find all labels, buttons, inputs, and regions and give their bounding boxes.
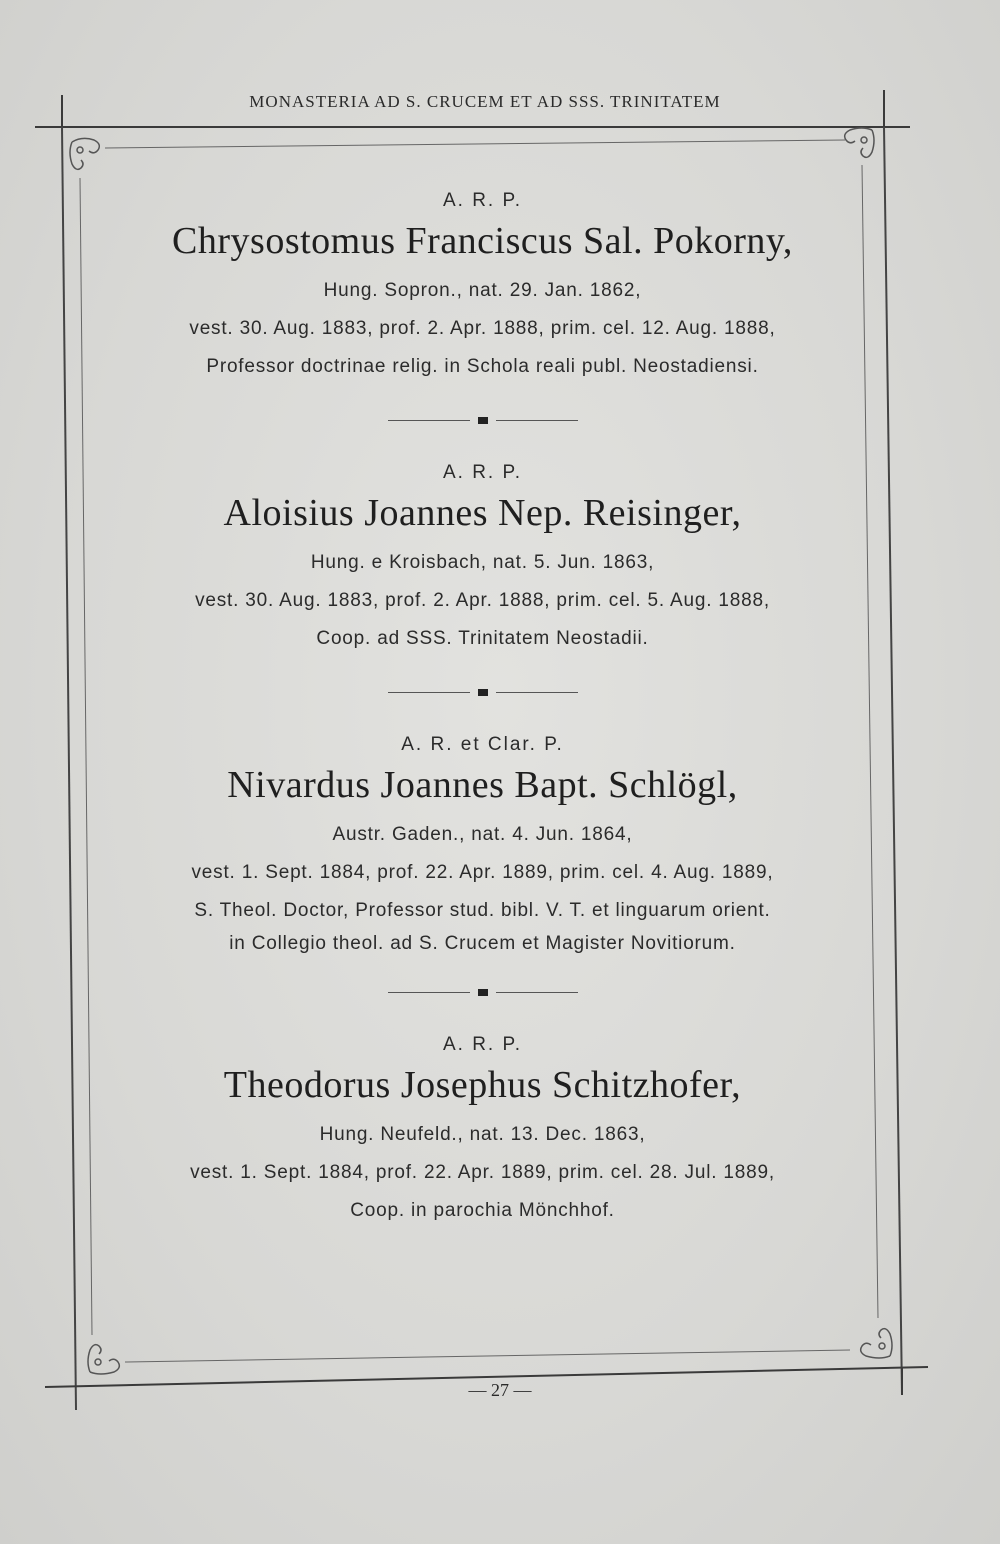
- entry-line: Hung. Neufeld., nat. 13. Dec. 1863,: [319, 1124, 646, 1145]
- separator-ornament: [388, 408, 578, 436]
- entry-reisinger: [95, 462, 870, 658]
- entry-line: Hung. Sopron., nat. 29. Jan. 1862,: [323, 280, 642, 301]
- corner-ornament-bottom-right: [861, 1329, 892, 1358]
- entry-title: A. R. P.: [442, 190, 522, 211]
- entry-line: Hung. e Kroisbach, nat. 5. Jun. 1863,: [310, 552, 655, 573]
- page-number: — 27 —: [468, 1380, 532, 1400]
- entry-line: vest. 30. Aug. 1883, prof. 2. Apr. 1888, prim. cel. 12. Aug. 1888,: [189, 318, 776, 339]
- entry-line: Coop. ad SSS. Trinitatem Neostadii.: [316, 628, 649, 649]
- entry-line: vest. 30. Aug. 1883, prof. 2. Apr. 1888, prim. cel. 5. Aug. 1888,: [195, 590, 770, 611]
- separator-ornament: [388, 980, 578, 1008]
- entry-line: vest. 1. Sept. 1884, prof. 22. Apr. 1889, prim. cel. 28. Jul. 1889,: [190, 1162, 775, 1183]
- corner-ornament-top-left: [70, 138, 99, 169]
- entry-title: A. R. P.: [442, 1034, 522, 1055]
- entry-line: Coop. in parochia Mönchhof.: [350, 1200, 615, 1221]
- running-header: MONASTERIA AD S. CRUCEM ET AD SSS. TRINITATEM: [249, 92, 721, 111]
- entry-line: Austr. Gaden., nat. 4. Jun. 1864,: [332, 824, 633, 845]
- separator-ornament: [388, 680, 578, 708]
- corner-ornament-top-right: [845, 128, 874, 157]
- entry-line: S. Theol. Doctor, Professor stud. bibl. V. T. et linguarum orient.: [194, 900, 771, 921]
- entry-name: Nivardus Joannes Bapt. Schlögl,: [227, 764, 738, 806]
- entry-pokorny: [95, 190, 870, 386]
- entry-line: in Collegio theol. ad S. Crucem et Magister Novitiorum.: [229, 933, 736, 954]
- entries-list: [95, 190, 870, 1230]
- entry-line: vest. 1. Sept. 1884, prof. 22. Apr. 1889, prim. cel. 4. Aug. 1889,: [191, 862, 774, 883]
- entry-name: Theodorus Josephus Schitzhofer,: [223, 1064, 742, 1106]
- corner-ornament-bottom-left: [88, 1345, 119, 1374]
- entry-title: A. R. P.: [442, 462, 522, 483]
- entry-line: Professor doctrinae relig. in Schola reali publ. Neostadiensi.: [206, 356, 759, 377]
- entry-name: Chrysostomus Franciscus Sal. Pokorny,: [172, 220, 793, 262]
- entry-name: Aloisius Joannes Nep. Reisinger,: [223, 492, 742, 534]
- entry-schitzhofer: [95, 1034, 870, 1230]
- entry-schloegl: [95, 734, 870, 958]
- entry-title: A. R. et Clar. P.: [401, 734, 564, 755]
